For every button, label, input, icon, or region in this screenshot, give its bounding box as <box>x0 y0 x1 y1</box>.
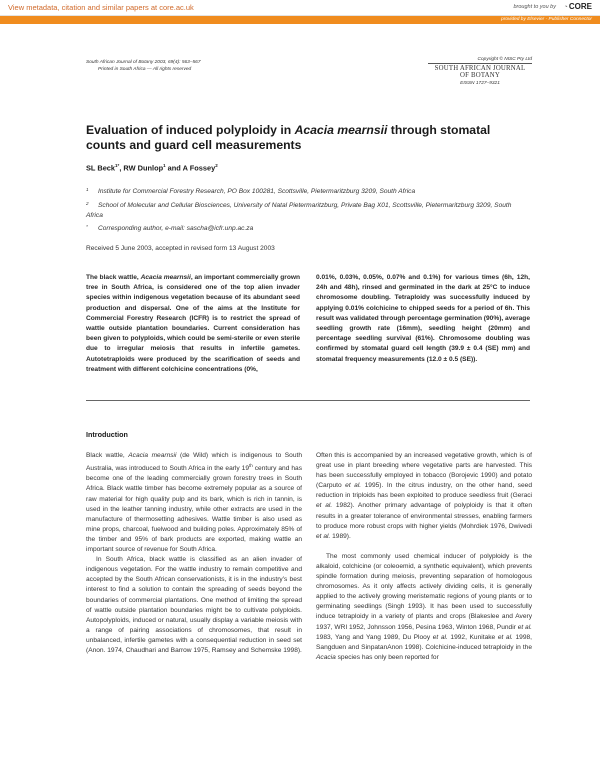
affiliation-2 <box>86 199 526 221</box>
superscript: th <box>249 463 253 469</box>
introduction-heading: Introduction <box>86 430 128 439</box>
journal-masthead <box>428 57 532 86</box>
journal-name <box>428 65 532 79</box>
body-column-left <box>86 451 302 656</box>
core-brought-text: brought to you by <box>513 4 556 10</box>
paragraph-text: 1998, Sangduen and SinpatanAnon 1998). Colchicine-induced tetraploidy in the <box>316 633 532 651</box>
journal-printed-line: Printed in South Africa — All rights reserved <box>98 67 192 72</box>
paragraph <box>316 552 532 663</box>
author-list <box>86 163 218 172</box>
author-name: and A Fossey <box>165 163 216 173</box>
title-text-start: Evaluation of induced polyploidy in <box>86 123 295 137</box>
author-name: , RW Dunlop <box>119 163 164 173</box>
corresponding-author-text: Corresponding author, e-mail: sascha@icfr.unp.ac.za <box>98 225 254 232</box>
copyright-line: Copyright © NISC Pty Ltd <box>428 57 532 64</box>
journal-name-line-1: SOUTH AFRICAN JOURNAL <box>434 65 526 72</box>
abstract-text: , an important commercially grown tree in South Africa, is considered one of the top alien invader species within indigenous vegetation because of its abundant seed production and dispersal. One of the aims at the Institute for Commercial Forestry Research (ICFR) is to restrict the spread of wattle outside plantation boundaries. Current consideration has been given to polyploids, which could be semi-sterile or even sterile due to irregular meiosis that results in infertile gametes. Autotetraploids were produced by the scarification of seeds and treatment with different colchicine concentrations (0%, <box>86 274 301 373</box>
provider-banner <box>0 16 600 24</box>
body-column-right <box>316 451 532 663</box>
affiliation-text: School of Molecular and Cellular Biosciences, University of Natal Pietermaritzburg, Private Bag X01, Scottsville, Pietermaritzburg 3209, South Africa <box>86 202 512 219</box>
received-dates: Received 5 June 2003, accepted in revised form 13 August 2003 <box>86 245 275 252</box>
paragraph-text: The most commonly used chemical inducer of polyploidy is the alkaloid, colchicine (or coleoemid, a synthetic equivalent), which prevents spindle formation during meiosis, preventing separation of homologous chromosomes. As it only affects actively dividing cells, it is generally applied to the actively growing meristematic regions of young plants or to germinating seedlings (Singh 1993). It has been used to successfully induce tetraploidy in a variety of plants and crops (Blakeslee and Avery 1937, WRI 1952, Johnsson 1956, Pesina 1963, Winton 1968, Pundir <box>316 552 532 631</box>
author-affiliation-mark: 2 <box>215 163 218 168</box>
core-logo[interactable] <box>564 2 592 11</box>
et-al: et al. <box>517 623 533 631</box>
core-banner <box>0 0 600 16</box>
paragraph-text: Black wattle, <box>86 452 129 459</box>
section-divider <box>86 400 530 401</box>
abstract-text: The black wattle, <box>86 274 141 281</box>
journal-citation-line: South African Journal of Botany 2003, 69(4): 563–567 <box>86 60 201 65</box>
affiliation-number: 1 <box>86 187 89 192</box>
affiliation-text: Institute for Commercial Forestry Research, PO Box 100281, Scottsville, Pietermaritzburg 3209, South Africa <box>98 188 416 195</box>
paragraph-text: century and has become one of the leading commercially grown forestry trees in South Africa. Black wattle timber has become extremely popular as a source of raw material for high quality pulp and its bark, which is rich in tannin, is used in the leather tanning industry, while other extracts are used in the manufacture of thermosetting adhesives. Wattle timber is also used as mine props, charcoal, fuelwood and building poles. Approximately 85% of the timber and 95% of bark products are exported, making wattle an important source of revenue for South Africa. <box>86 465 302 554</box>
et-al: et al. <box>316 532 331 540</box>
paragraph-text: species has only been reported for <box>335 653 439 661</box>
affiliation-1 <box>86 185 526 197</box>
author-affiliation-mark: 1 <box>163 163 166 168</box>
et-al: et al. <box>345 482 362 490</box>
paragraph-text: 1989). <box>330 532 351 540</box>
et-al: et al. <box>497 633 513 641</box>
provider-text: provided by Elsevier - Publisher Connector <box>501 17 592 22</box>
paragraph <box>316 451 532 542</box>
title-text-end: through stomatal counts and guard cell measurements <box>86 123 491 152</box>
paragraph <box>86 451 302 555</box>
corresponding-author <box>86 222 526 234</box>
title-species: Acacia mearnsii <box>294 123 388 137</box>
paragraph-text: Often this is accompanied by an increased vegetative growth, which is of great use in plant breeding where vegetative parts are harvested. This has been successfully employed in tobacco (Borojevic 1990) and potato (Carputo <box>316 452 532 490</box>
paragraph-text: 1995). In the citrus industry, on the other hand, seed reduction in triploids has been exploited to produce seedless fruit (Geraci <box>316 482 532 500</box>
journal-citation <box>86 59 306 73</box>
paragraph-text: 1983, Yang and Yang 1989, Du Plooy <box>316 633 433 641</box>
paragraph-text: 1992, Kunitake <box>447 633 498 641</box>
journal-issn: EISSN 1727–9321 <box>460 81 500 87</box>
et-al: et al. <box>316 502 333 510</box>
article-title <box>86 123 526 153</box>
affiliation-number: * <box>86 224 88 229</box>
abstract-species: Acacia mearnsii <box>140 274 191 281</box>
et-al: et al. <box>432 633 448 641</box>
abstract-column-right: 0.01%, 0.03%, 0.05%, 0.07% and 0.1%) for various times (6h, 12h, 24h and 48h), rinsed and germinated in the dark at 25°C to induce chromosome doubling. Tetraploidy was successfully induced by applying 0.01% colchicine to chipped seeds for a period of 6h. This result was validated through percentage germination (90%), average seedling growth rate (16mm), seedling height (20mm) and percentage seedling survival (61%). Chromosome doubling was confirmed by stomatal guard cell length (39.9 ± 0.4 (SE) mm) and stomatal frequency measurements (12.0 ± 0.5 (SE)). <box>316 274 530 363</box>
paragraph: In South Africa, black wattle is classified as an alien invader of indigenous vegetation. For the wattle industry to remain competitive and accepted by the South African conservationists, it is in the industry’s best interest to find a solution to contain the spreading of seeds beyond the boundaries of commercial plantations. One method of limiting the spread of wattle outside plantation boundaries might be to cultivate polyploids. Autopolyploids, induced or natural, usually display a variable meiosis with a range of pairing associations of chromosomes, that result in unbalanced, infertile gametes with a consequential reduction in seed set (Anon. 1974, Chaudhari and Barrow 1975, Ramsey and Schemske 1998). <box>86 556 302 654</box>
affiliation-number: 2 <box>86 201 89 206</box>
journal-name-line-2: OF BOTANY <box>460 72 500 80</box>
species-name: Acacia <box>316 653 336 661</box>
paragraph-text: (de Wild) which is indigenous to South Australia, was introduced to South Africa in the early 19 <box>86 452 302 473</box>
core-metadata-link[interactable]: View metadata, citation and similar papers at core.ac.uk <box>8 3 194 12</box>
abstract-column-left <box>86 273 300 375</box>
species-name: Acacia mearnsii <box>128 452 177 459</box>
core-logo-text: CORE <box>568 2 592 11</box>
paragraph-text: 1982). Another primary advantage of polyploidy is that it often results in a greater tolerance of environmental stresses, enabling farmers to produce more robust crops with higher yields (Mohrdiek 1976, Dwivedi <box>316 502 532 530</box>
author-affiliation-mark: 1* <box>115 163 120 168</box>
author-name: SL Beck <box>86 163 116 173</box>
core-logo-icon: ◔ <box>563 4 568 11</box>
